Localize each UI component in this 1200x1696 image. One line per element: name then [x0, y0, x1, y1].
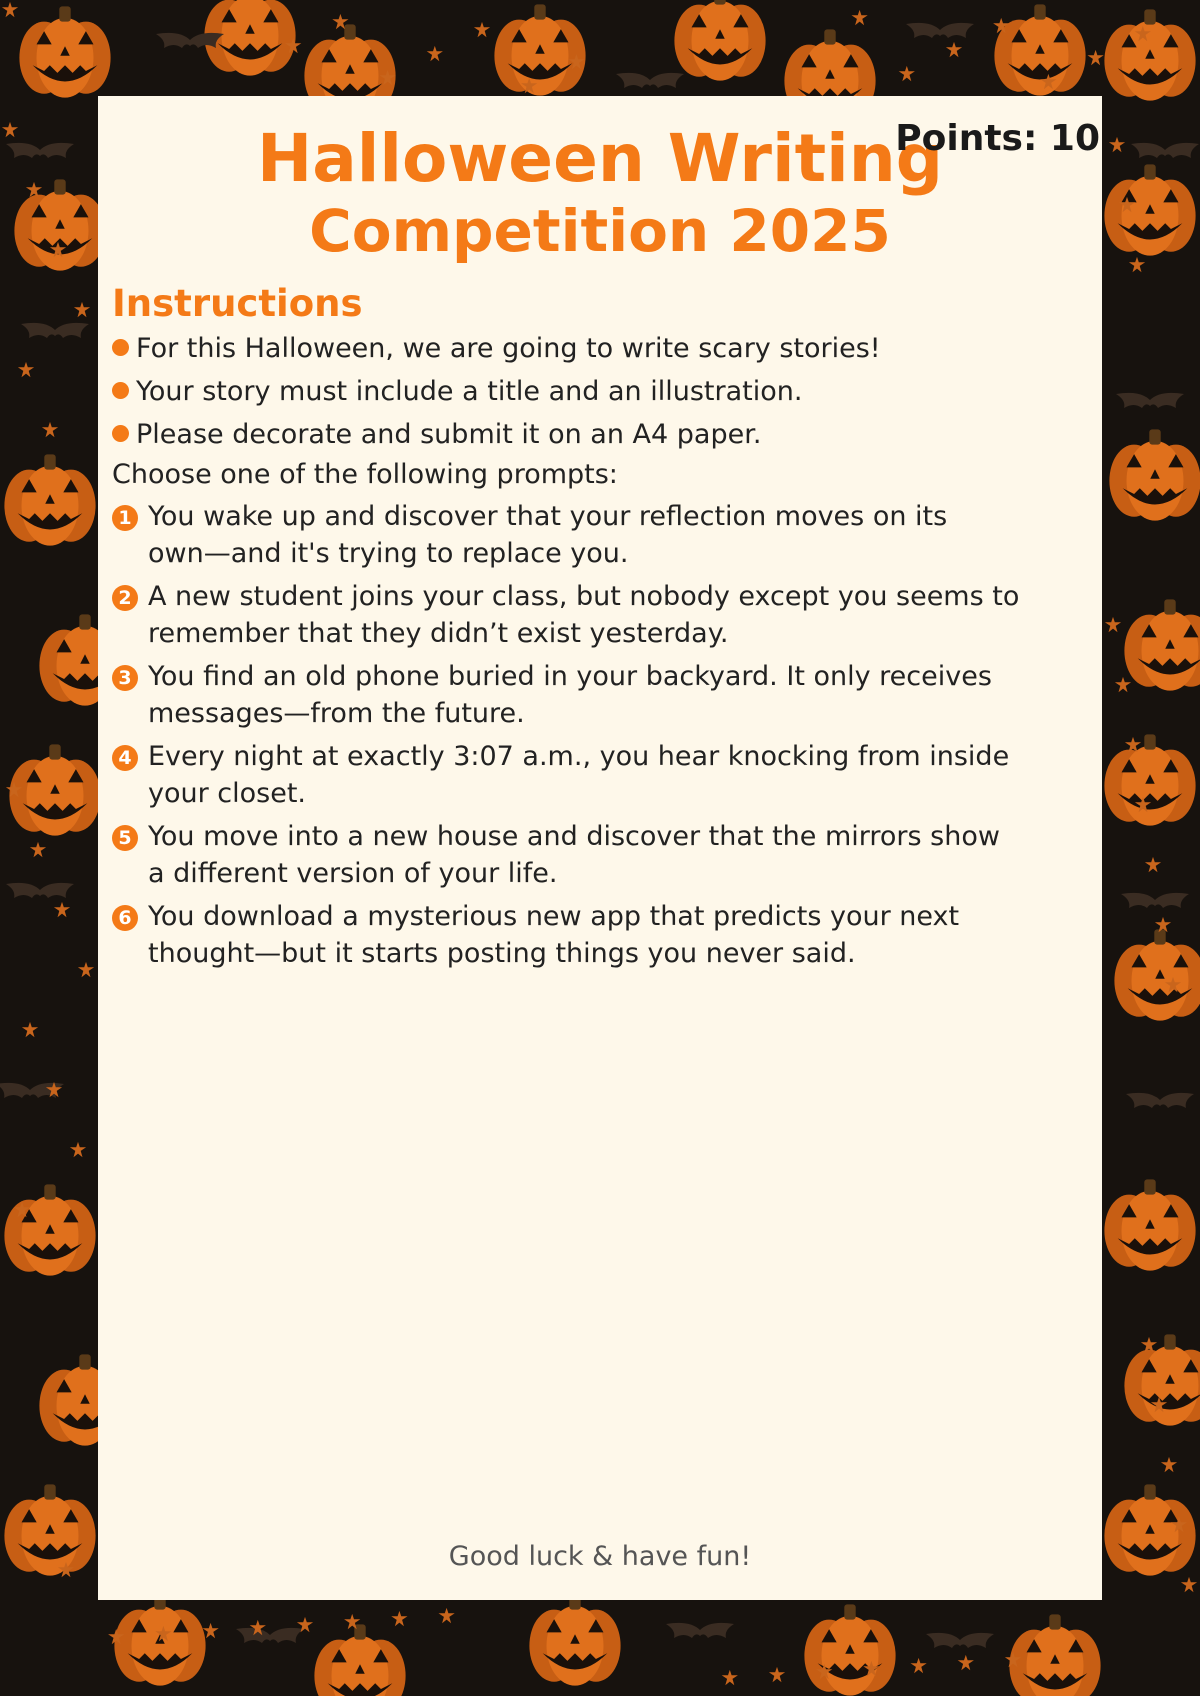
star-icon: [899, 66, 915, 81]
star-icon: [474, 22, 490, 37]
page-title-line1: Halloween Writing: [256, 120, 944, 197]
prompt-item: [112, 818, 1097, 898]
bat-icon: [616, 73, 684, 88]
star-icon: [439, 1608, 455, 1623]
jack-o-lantern-icon: [1104, 1179, 1195, 1270]
bat-icon: [906, 23, 974, 38]
star-icon: [1115, 677, 1131, 692]
prompt-item: [112, 498, 1097, 578]
bat-icon: [156, 33, 224, 48]
star-icon: [958, 1655, 974, 1670]
star-icon: [911, 1658, 927, 1673]
star-icon: [946, 42, 962, 57]
bat-icon: [666, 1623, 734, 1638]
prompt-line: Every night at exactly 3:07 a.m., you hear knocking from inside: [148, 741, 1010, 772]
star-icon: [1109, 137, 1125, 152]
star-icon: [18, 362, 34, 377]
star-icon: [722, 1670, 738, 1685]
prompt-line: remember that they didn’t exist yesterday.: [148, 618, 729, 649]
prompt-line: You move into a new house and discover that the mirrors show: [148, 821, 1000, 852]
jack-o-lantern-icon: [19, 6, 110, 97]
star-icon: [1105, 617, 1121, 632]
bat-icon: [1116, 393, 1184, 408]
number-2-icon: 2: [112, 585, 138, 611]
prompt-line: own—and it's trying to replace you.: [148, 538, 629, 569]
bat-icon: [6, 143, 74, 158]
star-icon: [74, 302, 90, 317]
star-icon: [852, 10, 868, 25]
jack-o-lantern-icon: [1009, 1614, 1100, 1696]
prompt-item: [112, 658, 1097, 738]
prompt-line: You wake up and discover that your reflection moves on its: [148, 501, 948, 532]
prompt-item: [112, 578, 1097, 658]
page-title-line2: Competition 2025: [309, 197, 891, 265]
instruction-text: For this Halloween, we are going to write scary stories!: [136, 333, 881, 364]
star-icon: [769, 1667, 785, 1682]
star-icon: [1145, 857, 1161, 872]
jack-o-lantern-icon: [1104, 9, 1195, 100]
jack-o-lantern-icon: [4, 1484, 95, 1575]
jack-o-lantern-icon: [1124, 1334, 1200, 1425]
prompt-line: messages—from the future.: [148, 698, 525, 729]
instructions-heading: Instructions: [112, 282, 363, 325]
star-icon: [30, 842, 46, 857]
star-icon: [427, 46, 443, 61]
points-label: Points: 10: [895, 118, 1100, 159]
bat-icon: [1121, 893, 1189, 908]
bat-icon: [1126, 1093, 1194, 1108]
jack-o-lantern-icon: [1104, 734, 1195, 825]
number-3-icon: 3: [112, 665, 138, 691]
instruction-text: Your story must include a title and an illustration.: [136, 376, 803, 407]
number-6-icon: 6: [112, 905, 138, 931]
star-icon: [22, 1022, 38, 1037]
prompt-line: thought—but it starts posting things you never said.: [148, 938, 856, 969]
jack-o-lantern-icon: [1114, 929, 1200, 1020]
instruction-item: [112, 370, 1092, 413]
star-icon: [1181, 1577, 1197, 1592]
bullet-dot-icon: [112, 339, 129, 356]
instruction-item: [112, 413, 1092, 456]
jack-o-lantern-icon: [494, 4, 585, 95]
star-icon: [203, 1623, 219, 1638]
number-5-icon: 5: [112, 825, 138, 851]
star-icon: [1129, 257, 1145, 272]
jack-o-lantern-icon: [674, 0, 765, 81]
bat-icon: [926, 1633, 994, 1648]
star-icon: [1088, 50, 1104, 65]
instruction-text: Please decorate and submit it on an A4 paper.: [136, 419, 762, 450]
prompt-line: your closet.: [148, 778, 307, 809]
star-icon: [70, 1142, 86, 1157]
prompt-item: [112, 738, 1097, 818]
prompt-line: You download a mysterious new app that predicts your next: [148, 901, 960, 932]
star-icon: [54, 902, 70, 917]
star-icon: [78, 962, 94, 977]
prompts-list: [112, 498, 1097, 976]
jack-o-lantern-icon: [4, 1184, 95, 1275]
prompt-line: a different version of your life.: [148, 858, 558, 889]
star-icon: [2, 122, 18, 137]
jack-o-lantern-icon: [1124, 599, 1200, 690]
footer-message: Good luck & have fun!: [448, 1541, 752, 1572]
bat-icon: [1131, 143, 1199, 158]
star-icon: [2, 2, 18, 17]
prompt-line: A new student joins your class, but nobody except you seems to: [148, 581, 1020, 612]
bat-icon: [236, 1628, 304, 1643]
choose-prompt-text: Choose one of the following prompts:: [112, 459, 618, 490]
instructions-list: [112, 327, 1092, 456]
jack-o-lantern-icon: [14, 179, 105, 270]
prompt-item: [112, 898, 1097, 976]
jack-o-lantern-icon: [9, 744, 100, 835]
bat-icon: [21, 323, 89, 338]
jack-o-lantern-icon: [804, 1604, 895, 1695]
jack-o-lantern-icon: [4, 454, 95, 545]
jack-o-lantern-icon: [1104, 164, 1195, 255]
instruction-item: [112, 327, 1092, 370]
star-icon: [1161, 1457, 1177, 1472]
star-icon: [42, 422, 58, 437]
jack-o-lantern-icon: [994, 4, 1085, 95]
jack-o-lantern-icon: [1109, 429, 1200, 520]
number-4-icon: 4: [112, 745, 138, 771]
number-1-icon: 1: [112, 505, 138, 531]
star-icon: [391, 1611, 407, 1626]
bat-icon: [6, 883, 74, 898]
jack-o-lantern-icon: [314, 1624, 405, 1696]
prompt-line: You find an old phone buried in your backyard. It only receives: [148, 661, 992, 692]
jack-o-lantern-icon: [529, 1594, 620, 1685]
competition-card: [98, 96, 1102, 1600]
bullet-dot-icon: [112, 425, 129, 442]
bullet-dot-icon: [112, 382, 129, 399]
